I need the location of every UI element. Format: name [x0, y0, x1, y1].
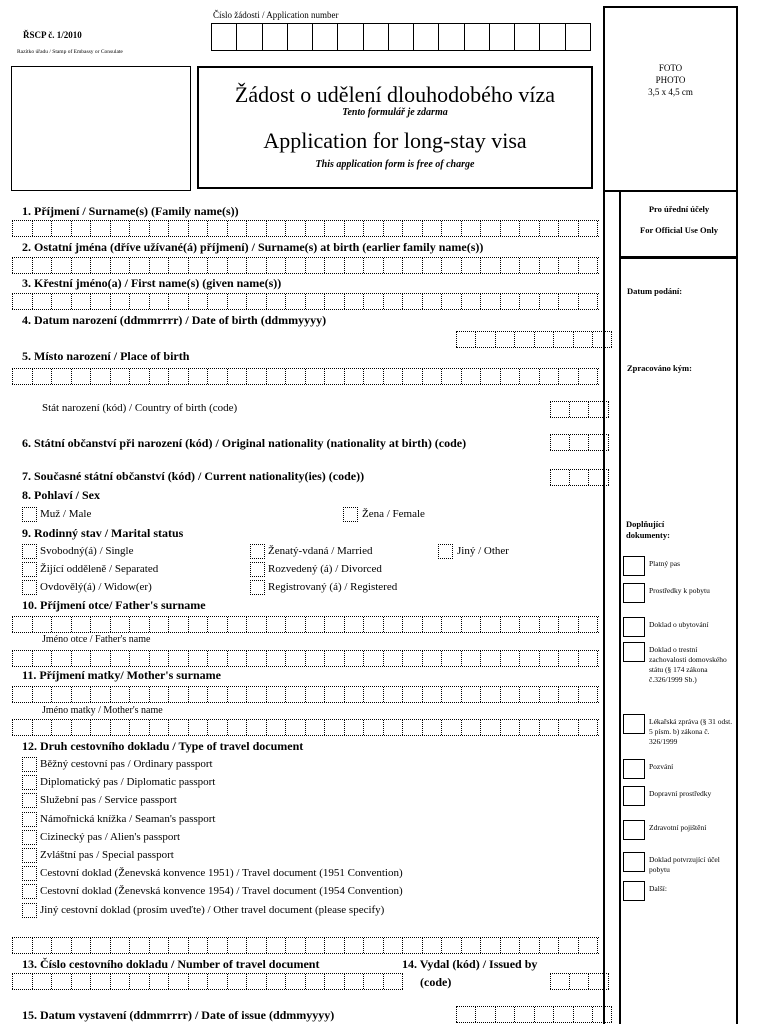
travel-doc-label: Běžný cestovní pas / Ordinary passport [40, 758, 213, 770]
travel-doc-checkbox[interactable] [22, 830, 37, 845]
widow-label: Ovdovělý(á) / Widow(er) [40, 581, 152, 593]
supporting-doc-label: Dopravní prostředky [649, 789, 712, 798]
mother-name-label: Jméno matky / Mother's name [42, 705, 163, 716]
travel-doc-checkbox[interactable] [22, 775, 37, 790]
supporting-doc-checkbox[interactable] [623, 642, 645, 662]
registered-checkbox[interactable] [250, 580, 265, 595]
official-use-1: Pro úřední účely [648, 204, 710, 214]
single-checkbox[interactable] [22, 544, 37, 559]
travel-doc-checkbox[interactable] [22, 757, 37, 772]
supporting-doc-label: Zdravotní pojištění [649, 823, 707, 832]
field-15-label: 15. Datum vystavení (ddmmrrrr) / Date of issue (ddmmyyyy) [22, 1008, 335, 1022]
original-nationality-input[interactable] [550, 434, 609, 451]
supporting-doc-label: Doklad o ubytování [649, 620, 709, 629]
travel-doc-label: Námořnická knížka / Seaman's passport [40, 812, 216, 825]
first-name-input[interactable] [12, 293, 599, 310]
field-4-label: 4. Datum narození (ddmmrrrr) / Date of birth (ddmmyyyy) [22, 313, 327, 327]
father-name-label: Jméno otce / Father's name [42, 634, 151, 645]
field-13-label: 13. Číslo cestovního dokladu / Number of travel document [22, 957, 320, 971]
photo-label-2: PHOTO [655, 75, 686, 85]
title-box [197, 66, 593, 189]
field-7-label: 7. Současné státní občanství (kód) / Current nationality(ies) (code)) [22, 469, 365, 483]
title-en: Application for long-stay visa [263, 128, 527, 153]
other-travel-doc-input[interactable] [12, 937, 599, 954]
separated-label: Žijící odděleně / Separated [40, 563, 159, 575]
supporting-doc-checkbox[interactable] [623, 759, 645, 779]
travel-doc-label: Služební pas / Service passport [40, 794, 177, 807]
supporting-doc-label: Doklad potvrzující účel pobytu [649, 855, 720, 874]
travel-doc-label: Cestovní doklad (Ženevská konvence 1954) / Travel document (1954 Convention) [40, 885, 403, 898]
female-label: Žena / Female [362, 508, 425, 520]
country-of-birth-input[interactable] [550, 401, 609, 418]
field-3-label: 3. Křestní jméno(a) / First name(s) (given name(s)) [22, 276, 282, 290]
supporting-doc-checkbox[interactable] [623, 820, 645, 840]
subtitle-cz: Tento formulář je zdarma [342, 107, 448, 118]
travel-doc-checkbox[interactable] [22, 793, 37, 808]
female-checkbox[interactable] [343, 507, 358, 522]
male-label: Muž / Male [40, 508, 92, 520]
supporting-doc-label: Platný pas [649, 559, 681, 568]
travel-doc-checkbox[interactable] [22, 848, 37, 863]
married-checkbox[interactable] [250, 544, 265, 559]
field-1-label: 1. Příjmení / Surname(s) (Family name(s)) [22, 204, 239, 218]
field-2-label: 2. Ostatní jména (dříve užívané(á) příjmení) / Surname(s) at birth (earlier family name(s)) [22, 240, 484, 254]
app-number-label: Číslo žádosti / Application number [213, 10, 339, 20]
sidebar-divider [621, 256, 738, 259]
supporting-doc-checkbox[interactable] [623, 786, 645, 806]
photo-divider [603, 190, 738, 192]
widow-checkbox[interactable] [22, 580, 37, 595]
supporting-doc-label: Doklad o trestní zachovalosti domovského státu (§ 174 zákona č.326/1999 Sb.) [649, 645, 727, 684]
field-9-label: 9. Rodinný stav / Marital status [22, 526, 184, 540]
field-5-label: 5. Místo narození / Place of birth [22, 349, 190, 363]
processed-by-label: Zpracováno kým: [627, 363, 692, 373]
field-10-label: 10. Příjmení otce/ Father's surname [22, 598, 206, 612]
field-14-label: 14. Vydal (kód) / Issued by [402, 957, 538, 971]
supporting-doc-checkbox[interactable] [623, 714, 645, 734]
mother-name-input[interactable] [12, 719, 599, 736]
supporting-docs-label: Doplňující dokumenty: [626, 519, 670, 540]
supporting-doc-label: Prostředky k pobytu [649, 586, 710, 595]
supporting-doc-checkbox[interactable] [623, 617, 645, 637]
travel-doc-checkbox[interactable] [22, 884, 37, 899]
male-checkbox[interactable] [22, 507, 37, 522]
travel-doc-number-input[interactable] [12, 973, 403, 990]
stamp-box [11, 66, 191, 191]
date-of-issue-input[interactable] [456, 1006, 612, 1023]
mother-surname-input[interactable] [12, 686, 599, 703]
subtitle-en: This application form is free of charge [315, 159, 475, 170]
supporting-doc-label: Lékařská zpráva (§ 31 odst. 5 písm. b) zákona č. 326/1999 [649, 717, 733, 746]
supporting-doc-checkbox[interactable] [623, 583, 645, 603]
other-status-checkbox[interactable] [438, 544, 453, 559]
app-number-field[interactable] [211, 23, 591, 51]
supporting-doc-label: Pozvání [649, 762, 674, 771]
sidebar-inner-line [619, 192, 621, 1024]
country-birth-label: Stát narození (kód) / Country of birth (code) [42, 402, 238, 414]
title-cz: Žádost o udělení dlouhodobého víza [234, 82, 556, 107]
current-nationality-input[interactable] [550, 469, 609, 486]
travel-doc-label: Jiný cestovní doklad (prosím uveďte) / Other travel document (please specify) [40, 903, 385, 916]
divorced-checkbox[interactable] [250, 562, 265, 577]
photo-size: 3,5 x 4,5 cm [648, 87, 693, 97]
travel-doc-checkbox[interactable] [22, 866, 37, 881]
stamp-label: Razítko úřadu / Stamp of Embassy or Consulate [17, 49, 123, 55]
place-of-birth-input[interactable] [12, 368, 599, 385]
travel-doc-label: Cestovní doklad (Ženevská konvence 1951) / Travel document (1951 Convention) [40, 867, 403, 880]
field-12-label: 12. Druh cestovního dokladu / Type of travel document [22, 739, 304, 753]
father-name-input[interactable] [12, 650, 599, 667]
supporting-doc-checkbox[interactable] [623, 852, 645, 872]
travel-doc-checkbox[interactable] [22, 903, 37, 918]
form-code: ŘSCP č. 1/2010 [23, 30, 82, 40]
field-6-label: 6. Státní občanství při narození (kód) / Original nationality (nationality at birth) (code) [22, 436, 467, 450]
date-submitted-label: Datum podání: [627, 286, 683, 296]
travel-doc-label: Cizinecký pas / Alien's passport [40, 830, 181, 843]
supporting-doc-checkbox[interactable] [623, 881, 645, 901]
single-label: Svobodný(á) / Single [40, 545, 134, 557]
official-use-2: For Official Use Only [640, 225, 718, 235]
surname-at-birth-input[interactable] [12, 257, 599, 274]
travel-doc-label: Diplomatický pas / Diplomatic passport [40, 776, 216, 789]
registered-label: Registrovaný (á) / Registered [268, 581, 398, 593]
photo-label-1: FOTO [658, 63, 683, 73]
field-8-label: 8. Pohlaví / Sex [22, 488, 101, 502]
separated-checkbox[interactable] [22, 562, 37, 577]
supporting-doc-checkbox[interactable] [623, 556, 645, 576]
photo-box[interactable] [603, 62, 738, 98]
other-status-label: Jiný / Other [457, 545, 509, 557]
travel-doc-label: Zvláštní pas / Special passport [40, 849, 174, 861]
field-11-label: 11. Příjmení matky/ Mother's surname [22, 668, 221, 682]
divorced-label: Rozvedený (á) / Divorced [268, 563, 382, 575]
surname-input[interactable] [12, 220, 599, 237]
father-surname-input[interactable] [12, 616, 599, 633]
married-label: Ženatý-vdaná / Married [268, 545, 373, 557]
field-14-code-label: (code) [420, 975, 452, 989]
issued-by-input[interactable] [550, 973, 609, 990]
date-of-birth-input[interactable] [456, 331, 612, 348]
travel-doc-checkbox[interactable] [22, 812, 37, 827]
supporting-doc-label: Další: [649, 884, 667, 893]
